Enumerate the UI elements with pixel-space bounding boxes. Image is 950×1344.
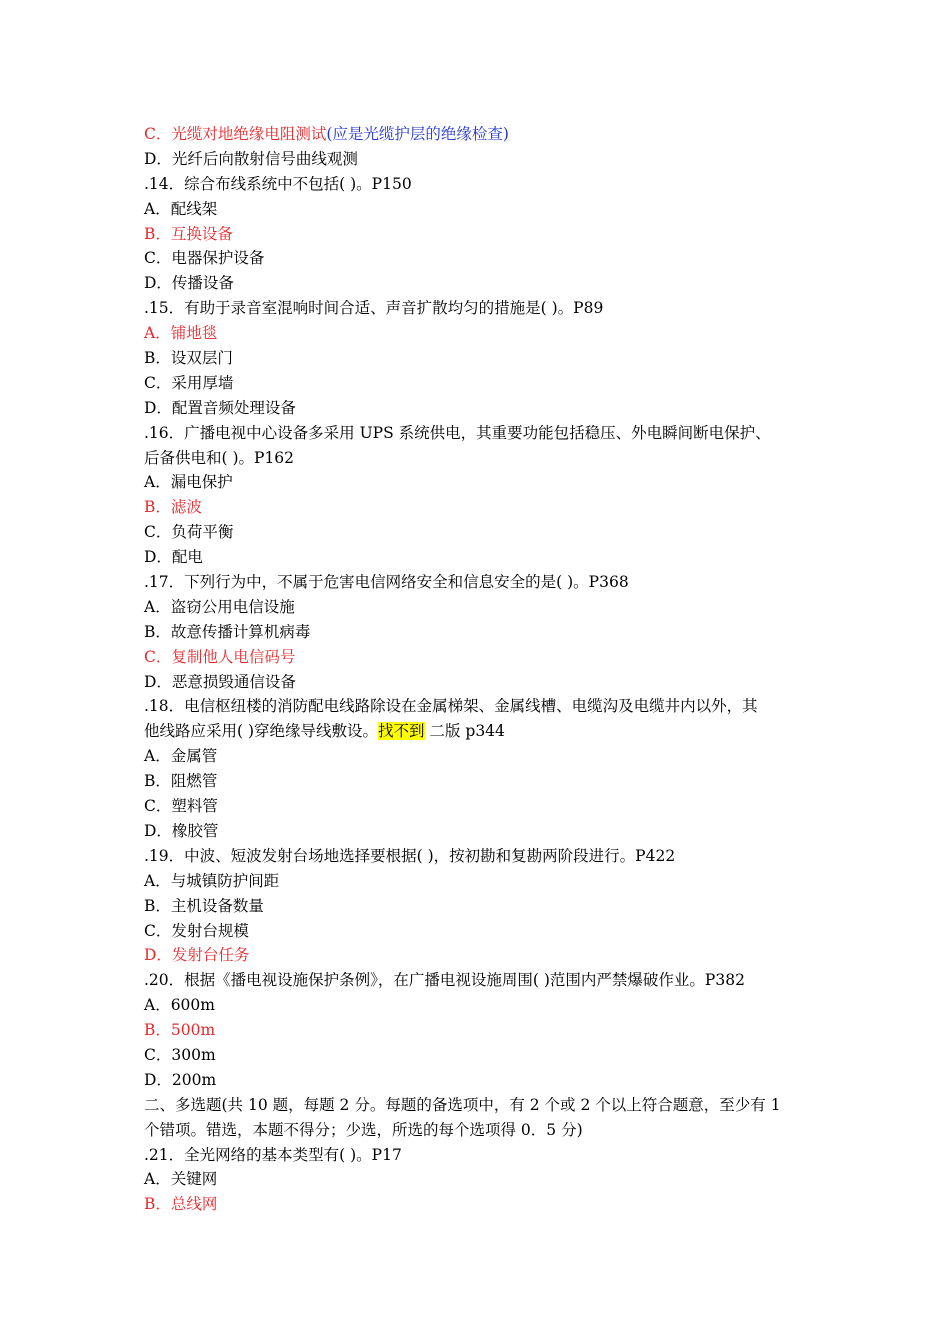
line-text: D．光纤后向散射信号曲线观测 — [144, 149, 358, 168]
line-text: .16．广播电视中心设备多采用 UPS 系统供电，其重要功能包括稳压、外电瞬间断电保护、 — [144, 423, 771, 442]
line-text: B．故意传播计算机病毒 — [144, 622, 311, 641]
line-text: A．关键网 — [144, 1170, 218, 1189]
text-line — [144, 869, 814, 894]
line-text: C．电器保护设备 — [144, 249, 265, 268]
line-text: D．恶意损毁通信设备 — [144, 672, 296, 691]
line-text: .19．中波、短波发射台场地选择要根据( )，按初勘和复勘两阶段进行。P422 — [144, 846, 676, 865]
line-text: C．300m — [144, 1045, 216, 1064]
text-line — [144, 371, 814, 396]
answer-text: C．光缆对地绝缘电阻测试 — [144, 125, 327, 143]
line-text: C．塑料管 — [144, 797, 218, 816]
text-line — [144, 620, 814, 645]
line-text: B．阻燃管 — [144, 772, 218, 791]
text-line — [144, 844, 814, 869]
line-text: D．200m — [144, 1070, 217, 1089]
text-line — [144, 147, 814, 172]
line-text: .18．电信枢纽楼的消防配电线路除设在金属梯架、金属线槽、电缆沟及电缆井内以外，其 — [144, 697, 758, 716]
line-text: D．橡胶管 — [144, 821, 219, 840]
text-line — [144, 595, 814, 620]
answer-text: B．总线网 — [144, 1195, 218, 1214]
text-line — [144, 446, 814, 471]
line-text: A．盗窃公用电信设施 — [144, 597, 295, 616]
answer-text: B．互换设备 — [144, 224, 233, 243]
text-line — [144, 1192, 814, 1217]
text-line — [144, 346, 814, 371]
note-text: (应是光缆护层的绝缘检查) — [326, 125, 509, 143]
answer-text: D．发射台任务 — [144, 946, 250, 965]
text-line — [144, 396, 814, 421]
text-line — [144, 670, 814, 695]
text-line — [144, 197, 814, 222]
text-line — [144, 1167, 814, 1192]
text-line — [144, 993, 814, 1018]
line-text: .17．下列行为中，不属于危害电信网络安全和信息安全的是( )。P368 — [144, 573, 629, 592]
text-line — [144, 1068, 814, 1093]
text-line — [144, 694, 814, 719]
line-text: A．配线架 — [144, 199, 218, 218]
text-line — [144, 919, 814, 944]
line-text: 二、多选题(共 10 题，每题 2 分。每题的备选项中，有 2 个或 2 个以上符合题意，至少有 1 — [144, 1095, 781, 1114]
answer-text: B．滤波 — [144, 498, 202, 517]
text-line — [144, 321, 814, 346]
text-line — [144, 1118, 814, 1143]
text-line — [144, 794, 814, 819]
text-line — [144, 470, 814, 495]
line-text: .15．有助于录音室混响时间合适、声音扩散均匀的措施是( )。P89 — [144, 299, 604, 318]
text-line — [144, 943, 814, 968]
answer-text: C．复制他人电信码号 — [144, 647, 296, 666]
line-text: A．漏电保护 — [144, 473, 233, 492]
text-line — [144, 421, 814, 446]
line-text: A．与城镇防护间距 — [144, 871, 280, 890]
line-text: B．设双层门 — [144, 349, 233, 368]
line-text: B．主机设备数量 — [144, 896, 264, 915]
line-text: D．传播设备 — [144, 274, 234, 293]
line-text: C．采用厚墙 — [144, 373, 234, 392]
line-text: .14．综合布线系统中不包括( )。P150 — [144, 174, 412, 193]
text-line — [144, 968, 814, 993]
line-text: D．配电 — [144, 548, 203, 567]
text-line — [144, 819, 814, 844]
text-line — [144, 172, 814, 197]
text-line — [144, 296, 814, 321]
line-text: A．600m — [144, 996, 215, 1015]
text-line — [144, 122, 814, 147]
line-text: .21．全光网络的基本类型有( )。P17 — [144, 1145, 402, 1164]
text-line — [144, 645, 814, 670]
line-text: .20．根据《播电视设施保护条例》，在广播电视设施周围( )范围内严禁爆破作业。P382 — [144, 971, 745, 990]
line-text: A．金属管 — [144, 747, 218, 766]
highlighted-text: 找不到 — [378, 722, 425, 741]
line-text: C．负荷平衡 — [144, 523, 234, 542]
line-text: 个错项。错选，本题不得分；少选，所选的每个选项得 0．5 分) — [144, 1120, 583, 1139]
text-line — [144, 246, 814, 271]
text-line — [144, 744, 814, 769]
line-text: D．配置音频处理设备 — [144, 398, 296, 417]
text-line — [144, 1093, 814, 1118]
text-line — [144, 719, 814, 744]
document-page — [144, 122, 814, 1217]
text-line — [144, 271, 814, 296]
line-text: C．发射台规模 — [144, 921, 249, 940]
text-line — [144, 894, 814, 919]
text-line — [144, 495, 814, 520]
text-line — [144, 520, 814, 545]
text-line — [144, 1143, 814, 1168]
answer-text: B．500m — [144, 1021, 216, 1040]
text-line — [144, 570, 814, 595]
text-line — [144, 545, 814, 570]
text-line — [144, 769, 814, 794]
text-line — [144, 222, 814, 247]
answer-text: A．铺地毯 — [144, 324, 218, 343]
line-text: 他线路应采用( )穿绝缘导线敷设。 — [144, 722, 379, 741]
line-text: 后备供电和( )。P162 — [144, 448, 295, 467]
text-line — [144, 1043, 814, 1068]
trailing-text: 二版 p344 — [424, 722, 505, 741]
text-line — [144, 1018, 814, 1043]
